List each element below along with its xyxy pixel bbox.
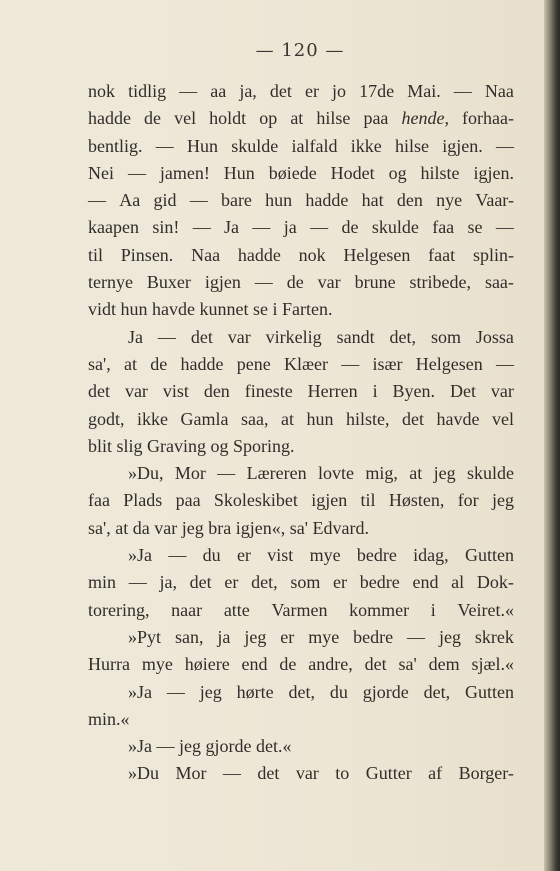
text-line: godt, ikke Gamla saa, at hun hilste, det havde vel <box>88 408 514 429</box>
text-line: min — ja, det er det, som er bedre end al Dok- <box>88 572 514 593</box>
text-line: sa', at de hadde pene Klæer — især Helgesen — <box>88 353 514 374</box>
text-line: — Aa gid — bare hun hadde hat den nye Vaar- <box>88 190 514 211</box>
text-line: »Ja — jeg gjorde det.« <box>128 736 292 757</box>
text-line: Ja — det var virkelig sandt det, som Jossa <box>128 326 514 347</box>
text-line: »Pyt san, ja jeg er mye bedre — jeg skrek <box>128 626 514 647</box>
text-line: sa', at da var jeg bra igjen«, sa' Edvard. <box>88 517 369 538</box>
text-line: kaapen sin! — Ja — ja — de skulde faa se — <box>88 217 514 238</box>
text-line: nok tidlig — aa ja, det er jo 17de Mai. — Naa <box>88 81 514 101</box>
body-text <box>88 78 514 788</box>
text-line: ternye Buxer igjen — de var brune stribede, saa- <box>88 272 514 293</box>
text-line: det var vist den fineste Herren i Byen. Det var <box>88 381 514 402</box>
text-line: vidt hun havde kunnet se i Farten. <box>88 299 333 320</box>
text-line: torering, naar atte Varmen kommer i Veiret.« <box>88 599 514 620</box>
text-line: blit slig Graving og Sporing. <box>88 435 295 456</box>
text-line: »Du Mor — det var to Gutter af Borger- <box>128 763 514 784</box>
page-edge <box>544 0 560 871</box>
text-line: »Ja — jeg hørte det, du gjorde det, Gutten <box>128 681 514 702</box>
text-line: hadde de vel holdt op at hilse paa hende, forhaa- <box>88 108 514 129</box>
text-line: »Ja — du er vist mye bedre idag, Gutten <box>128 545 514 566</box>
text-line: bentlig. — Hun skulde ialfald ikke hilse igjen. — <box>88 135 514 156</box>
text-line: »Du, Mor — Læreren lovte mig, at jeg skulde <box>128 463 514 484</box>
page-number: — 120 — <box>255 40 345 61</box>
text-line: Hurra mye høiere end de andre, det sa' dem sjæl.« <box>88 654 514 675</box>
text-line: faa Plads paa Skoleskibet igjen til Høsten, for jeg <box>88 490 514 511</box>
text-line: Nei — jamen! Hun bøiede Hodet og hilste igjen. <box>88 162 514 183</box>
text-line: til Pinsen. Naa hadde nok Helgesen faat splin- <box>88 244 514 265</box>
text-line: min.« <box>88 708 130 729</box>
